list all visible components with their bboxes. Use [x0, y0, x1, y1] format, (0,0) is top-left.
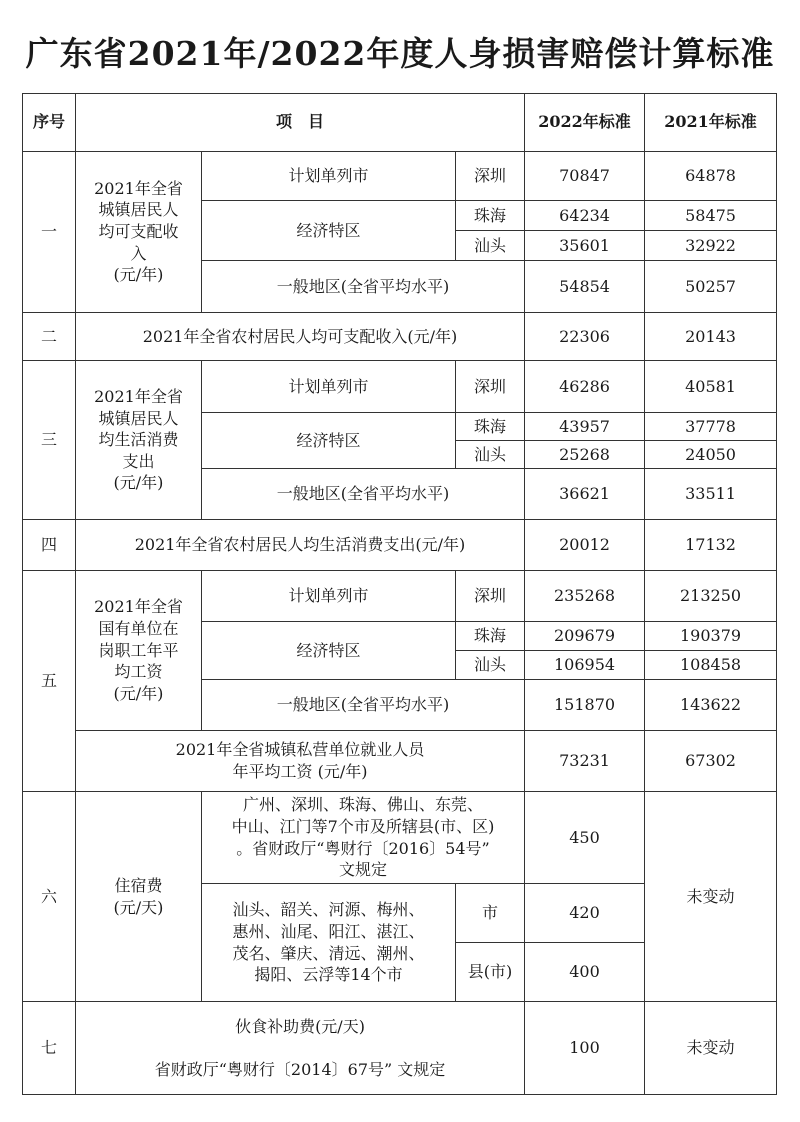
city-label: 珠海 — [456, 200, 525, 230]
header-2022: 2022年标准 — [525, 94, 645, 152]
value-2022: 22306 — [525, 312, 645, 360]
value-2021: 67302 — [645, 730, 777, 792]
value-2021: 143622 — [645, 680, 777, 730]
header-2021: 2021年标准 — [645, 94, 777, 152]
row-item: 2021年全省 国有单位在 岗职工年平 均工资 (元/年) — [76, 571, 202, 730]
value-2021: 17132 — [645, 519, 777, 570]
city-label: 珠海 — [456, 621, 525, 650]
city-label: 市 — [456, 883, 525, 942]
table-row — [23, 361, 777, 412]
header-item: 项 目 — [76, 94, 525, 152]
table-row — [23, 730, 777, 792]
header-seq: 序号 — [23, 94, 76, 152]
value-2022: 420 — [525, 883, 645, 942]
value-2022: 400 — [525, 942, 645, 1002]
city-label: 汕头 — [456, 231, 525, 261]
value-2022: 20012 — [525, 519, 645, 570]
value-2021: 213250 — [645, 571, 777, 621]
city-label: 汕头 — [456, 441, 525, 469]
value-2022: 73231 — [525, 730, 645, 792]
value-2021: 20143 — [645, 312, 777, 360]
row-item: 2021年全省 城镇居民人 均可支配收 入 (元/年) — [76, 151, 202, 312]
city-label: 深圳 — [456, 361, 525, 412]
value-2022: 43957 — [525, 412, 645, 440]
value-2021: 40581 — [645, 361, 777, 412]
area-label: 经济特区 — [202, 412, 456, 469]
value-2021: 50257 — [645, 261, 777, 312]
area-label: 计划单列市 — [202, 151, 456, 200]
value-2021: 未变动 — [645, 1002, 777, 1095]
row-item: 2021年全省农村居民人均可支配收入(元/年) — [76, 312, 525, 360]
row-number: 七 — [23, 1002, 76, 1095]
row-number: 一 — [23, 151, 76, 312]
row-number: 五 — [23, 571, 76, 792]
row-item: 伙食补助费(元/天) 省财政厅“粤财行〔2014〕67号” 文规定 — [76, 1002, 525, 1095]
region-group-2: 汕头、韶关、河源、梅州、 惠州、汕尾、阳江、湛江、 茂名、肇庆、清远、潮州、 揭阳、云浮等14个市 — [202, 883, 456, 1001]
area-label: 计划单列市 — [202, 361, 456, 412]
row-number: 二 — [23, 312, 76, 360]
row-number: 四 — [23, 519, 76, 570]
row-item: 2021年全省城镇私营单位就业人员 年平均工资 (元/年) — [76, 730, 525, 792]
city-label: 深圳 — [456, 151, 525, 200]
value-2022: 100 — [525, 1002, 645, 1095]
county-label: 县(市) — [456, 942, 525, 1002]
value-2021: 108458 — [645, 650, 777, 679]
value-2022: 235268 — [525, 571, 645, 621]
header-row — [23, 94, 777, 152]
city-label: 汕头 — [456, 650, 525, 679]
row-item: 2021年全省农村居民人均生活消费支出(元/年) — [76, 519, 525, 570]
value-2021: 58475 — [645, 200, 777, 230]
value-2022: 54854 — [525, 261, 645, 312]
value-2021: 24050 — [645, 441, 777, 469]
area-label: 一般地区(全省平均水平) — [202, 469, 525, 519]
table-row — [23, 792, 777, 884]
table-row — [23, 571, 777, 621]
area-label: 经济特区 — [202, 200, 456, 261]
row-item: 住宿费 (元/天) — [76, 792, 202, 1002]
value-2022: 25268 — [525, 441, 645, 469]
table-row — [23, 519, 777, 570]
table-row — [23, 312, 777, 360]
value-2022: 46286 — [525, 361, 645, 412]
area-label: 一般地区(全省平均水平) — [202, 261, 525, 312]
row-item: 2021年全省 城镇居民人 均生活消费 支出 (元/年) — [76, 361, 202, 519]
value-2021: 32922 — [645, 231, 777, 261]
value-2021: 190379 — [645, 621, 777, 650]
value-2022: 450 — [525, 792, 645, 884]
city-label: 珠海 — [456, 412, 525, 440]
area-label: 一般地区(全省平均水平) — [202, 680, 525, 730]
value-2021: 未变动 — [645, 792, 777, 1002]
page-title: 广东省2021年/2022年度人身损害赔偿计算标准 — [25, 34, 775, 73]
value-2021: 37778 — [645, 412, 777, 440]
region-group-1: 广州、深圳、珠海、佛山、东莞、 中山、江门等7个市及所辖县(市、区) 。省财政厅“粤财行〔2016〕54号” 文规定 — [202, 792, 525, 884]
row-number: 六 — [23, 792, 76, 1002]
area-label: 经济特区 — [202, 621, 456, 680]
standards-table — [22, 93, 777, 1095]
value-2021: 64878 — [645, 151, 777, 200]
table-row — [23, 1002, 777, 1095]
value-2022: 106954 — [525, 650, 645, 679]
value-2022: 35601 — [525, 231, 645, 261]
area-label: 计划单列市 — [202, 571, 456, 621]
value-2022: 36621 — [525, 469, 645, 519]
value-2022: 64234 — [525, 200, 645, 230]
row-number: 三 — [23, 361, 76, 519]
city-label: 深圳 — [456, 571, 525, 621]
value-2021: 33511 — [645, 469, 777, 519]
value-2022: 151870 — [525, 680, 645, 730]
value-2022: 70847 — [525, 151, 645, 200]
value-2022: 209679 — [525, 621, 645, 650]
table-row — [23, 151, 777, 200]
